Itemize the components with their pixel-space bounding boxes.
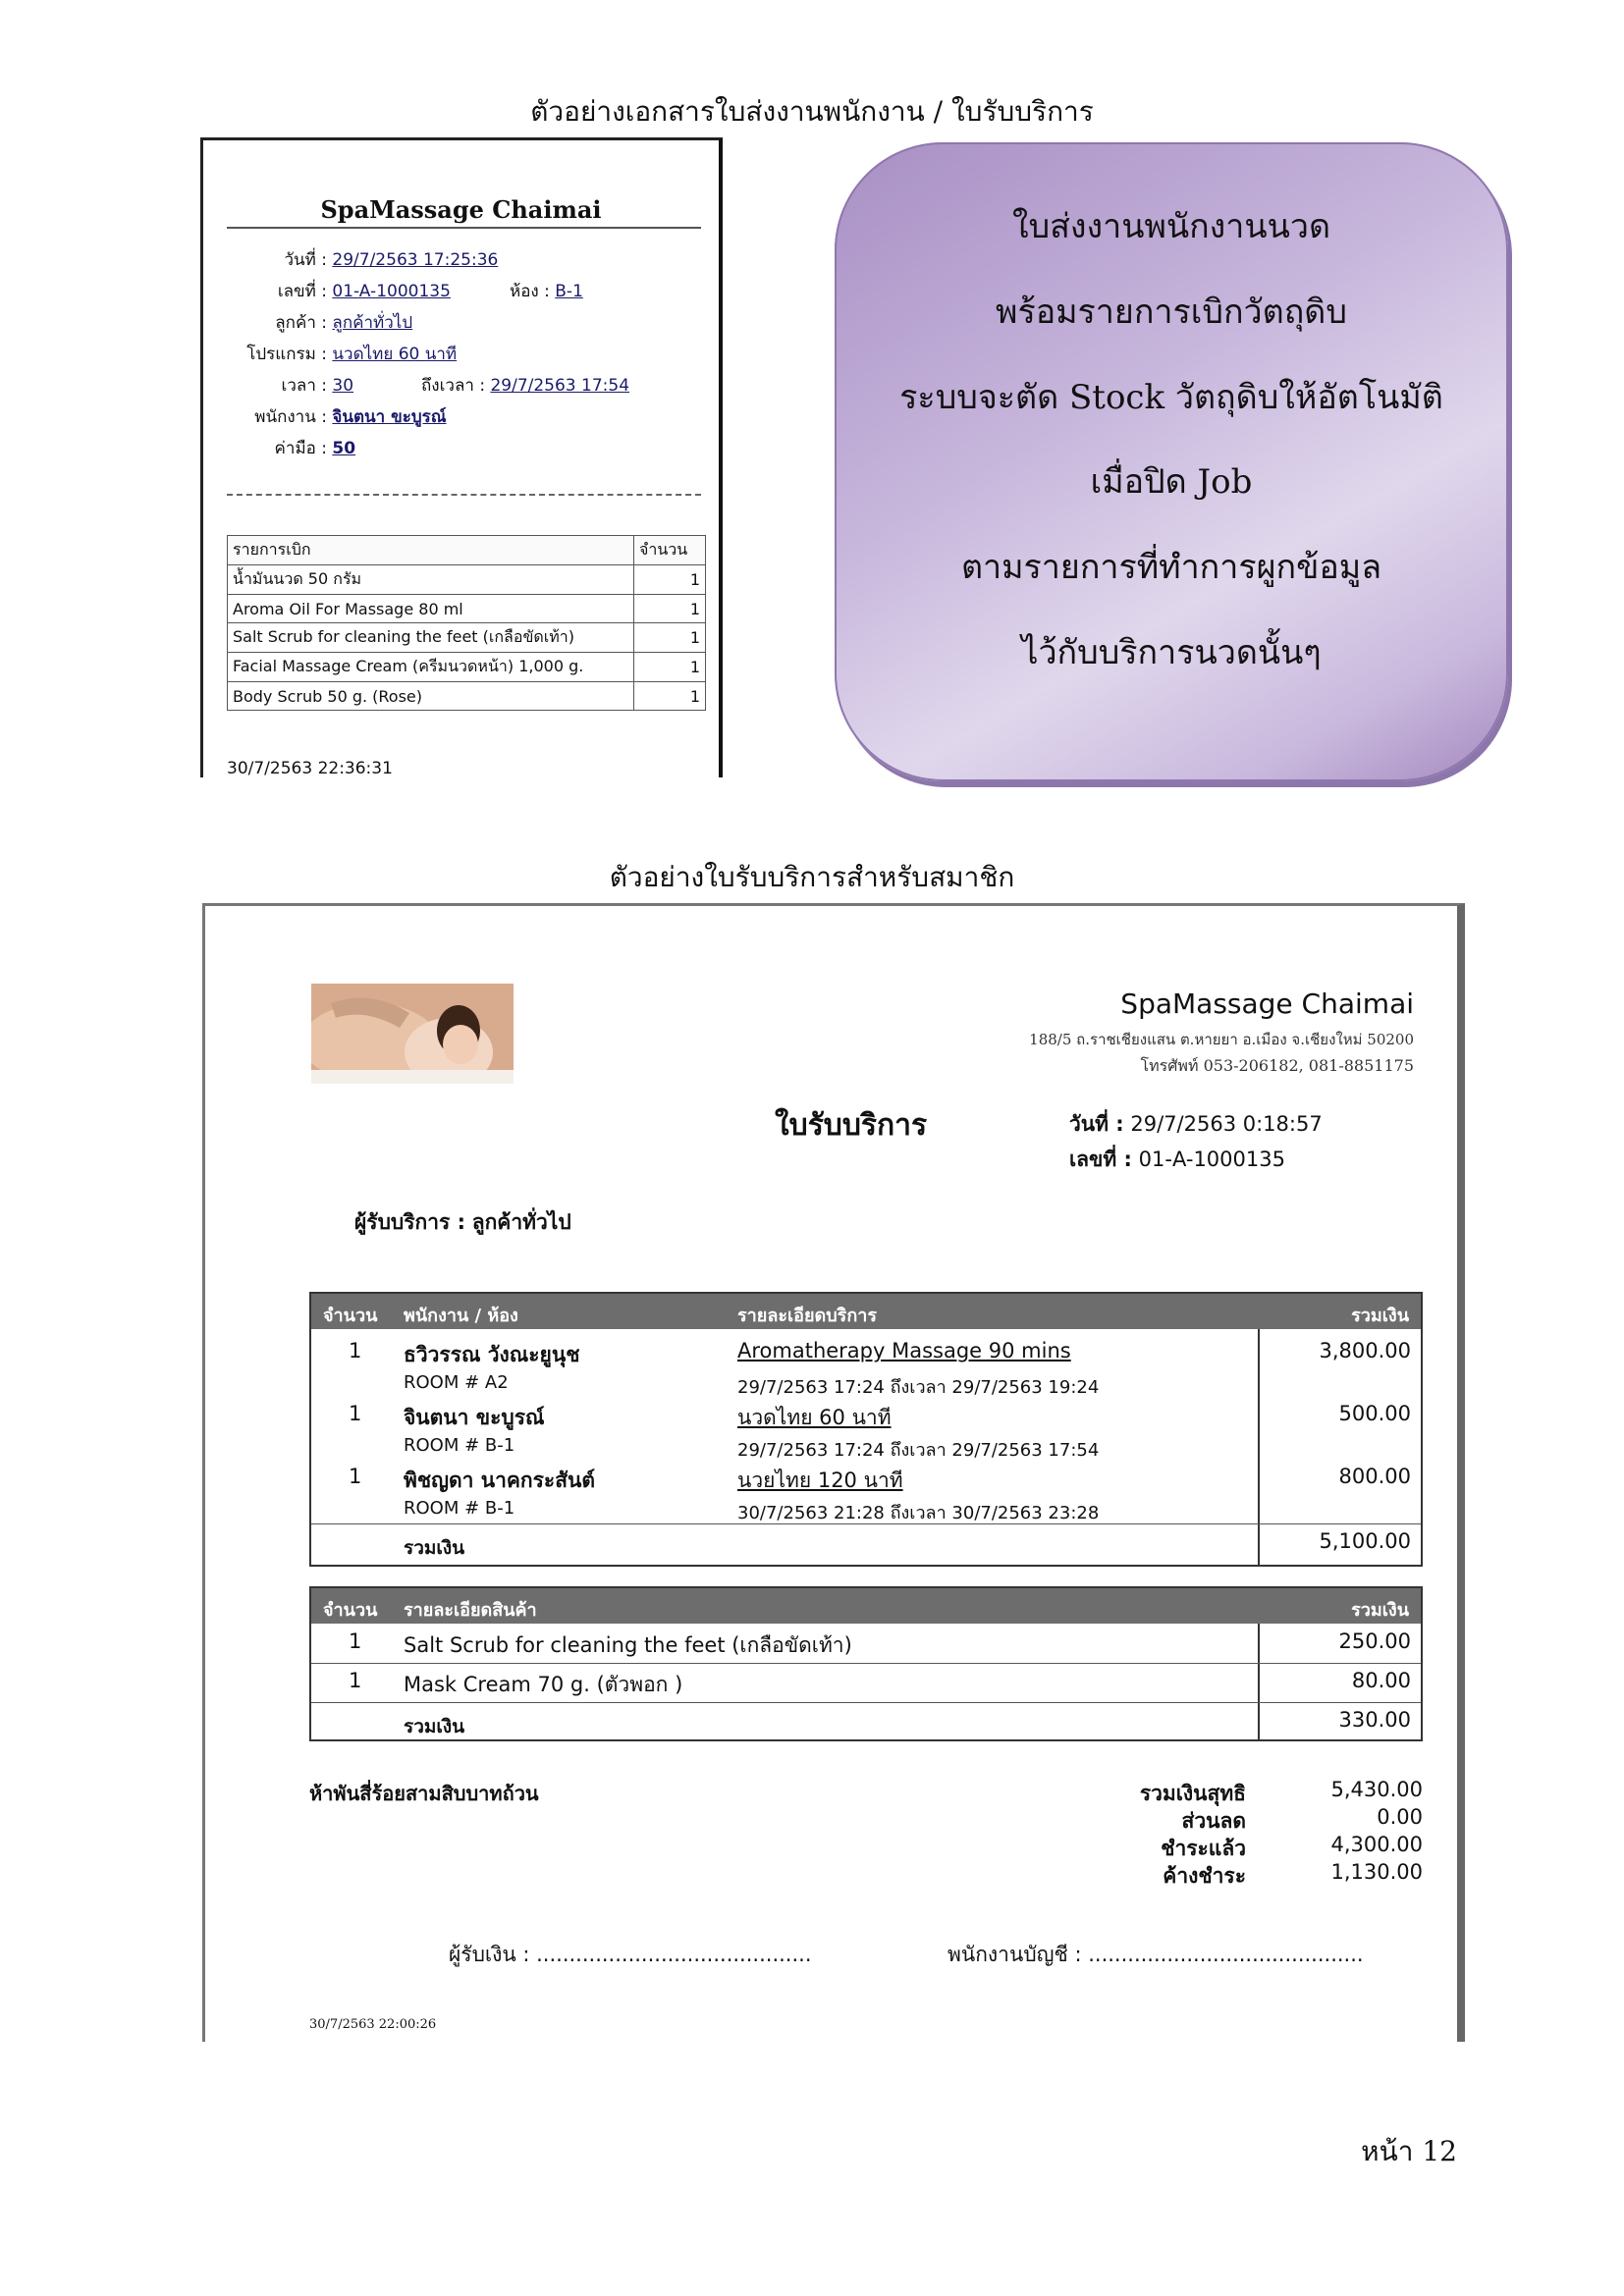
service-receipt — [202, 903, 1465, 2042]
receipt-printed-at: 30/7/2563 22:00:26 — [309, 2017, 437, 2032]
date-value: 29/7/2563 0:18:57 — [1130, 1112, 1323, 1136]
service-staff: จินตนา ขะบูรณ์ — [404, 1406, 545, 1429]
receipt-address: 188/5 ถ.ราชเชียงแสน ต.หายยา อ.เมือง จ.เชียงใหม่ 50200 — [1029, 1031, 1414, 1048]
feature-callout — [835, 142, 1508, 781]
job-slip-shop-name: SpaMassage Chaimai — [320, 195, 602, 224]
column-header-qty: จำนวน — [323, 1600, 378, 1621]
column-header-total: รวมเงิน — [1351, 1306, 1409, 1326]
column-header-item: รายการเบิก — [228, 536, 634, 565]
column-header-staff: พนักงาน / ห้อง — [404, 1306, 518, 1326]
job-slip-fee — [203, 435, 355, 461]
service-amount: 3,800.00 — [1319, 1339, 1411, 1362]
receipt-number — [1069, 1144, 1285, 1176]
receiver-signature-line: ผู้รับเงิน : .......................................... — [449, 1943, 812, 1966]
service-time: 29/7/2563 17:24 ถึงเวลา 29/7/2563 19:24 — [737, 1377, 1100, 1398]
service-staff: พิชญดา นาคกระสันต์ — [404, 1468, 596, 1492]
time-value: 30 — [332, 376, 354, 396]
item-qty: 1 — [634, 595, 706, 623]
time-label: เวลา : — [281, 376, 327, 396]
column-divider — [1258, 1624, 1260, 1739]
customer-label: ลูกค้า : — [275, 313, 327, 333]
item-name: Aroma Oil For Massage 80 ml — [228, 595, 634, 623]
program-label: โปรแกรม : — [246, 345, 327, 364]
summary-paid-value: 4,300.00 — [1330, 1833, 1423, 1856]
table-row — [228, 565, 706, 595]
fee-value: 50 — [332, 439, 356, 458]
customer-value: ลูกค้าทั่วไป — [471, 1210, 571, 1234]
column-header-total: รวมเงิน — [1351, 1600, 1409, 1621]
service-staff: ธวิวรรณ วังณะยูนุช — [404, 1343, 580, 1366]
no-label: เลขที่ : — [277, 282, 327, 301]
receipt-shop-name: SpaMassage Chaimai — [1120, 988, 1414, 1020]
service-qty: 1 — [349, 1339, 362, 1362]
amount-in-words: ห้าพันสี่ร้อยสามสิบบาทถ้วน — [309, 1782, 539, 1805]
table-row — [228, 653, 706, 682]
products-table-header — [311, 1588, 1421, 1624]
staff-value: จินตนา ขะบูรณ์ — [332, 407, 447, 427]
job-slip-program — [203, 341, 457, 367]
summary-net-value: 5,430.00 — [1330, 1778, 1423, 1801]
receipt-title: ใบรับบริการ — [775, 1108, 928, 1143]
column-header-qty: จำนวน — [634, 536, 706, 565]
job-slip-items-table — [227, 535, 706, 711]
item-qty: 1 — [634, 565, 706, 595]
job-slip-time — [203, 372, 353, 399]
product-name: Mask Cream 70 g. (ตัวพอก ) — [404, 1673, 683, 1696]
product-name: Salt Scrub for cleaning the feet (เกลือขัดเท้า) — [404, 1633, 852, 1657]
products-total-label: รวมเงิน — [404, 1716, 465, 1737]
table-row — [228, 682, 706, 711]
callout-line: ไว้กับบริการนวดนั้นๆ — [1021, 633, 1322, 672]
no-label: เลขที่ : — [1069, 1148, 1132, 1171]
until-value: 29/7/2563 17:54 — [490, 376, 630, 396]
services-table-header — [311, 1294, 1421, 1329]
item-qty: 1 — [634, 653, 706, 682]
summary-discount-label: ส่วนลด — [1181, 1809, 1246, 1833]
service-name: นวดไทย 60 นาที — [737, 1406, 892, 1429]
item-name: Facial Massage Cream (ครีมนวดหน้า) 1,000 g. — [228, 653, 634, 682]
callout-line: เมื่อปิด Job — [1090, 462, 1253, 502]
receipt-customer — [354, 1206, 571, 1239]
callout-line: ระบบจะตัด Stock วัตถุดิบให้อัตโนมัติ — [899, 378, 1443, 417]
job-slip-staff — [203, 403, 447, 430]
service-name: Aromatherapy Massage 90 mins — [737, 1339, 1071, 1362]
page-number: หน้า 12 — [1361, 2135, 1457, 2167]
customer-label: ผู้รับบริการ : — [354, 1210, 466, 1234]
row-divider — [311, 1663, 1421, 1664]
service-amount: 800.00 — [1338, 1465, 1411, 1488]
column-header-detail: รายละเอียดสินค้า — [404, 1600, 537, 1621]
service-time: 29/7/2563 17:24 ถึงเวลา 29/7/2563 17:54 — [737, 1440, 1100, 1461]
date-label: วันที่ : — [284, 250, 327, 270]
job-slip-printed-at: 30/7/2563 22:36:31 — [227, 759, 393, 778]
service-qty: 1 — [349, 1402, 362, 1425]
callout-line: ตามรายการที่ทำการผูกข้อมูล — [960, 548, 1382, 587]
receipt-phone: โทรศัพท์ 053-206182, 081-8851175 — [1140, 1056, 1414, 1075]
job-slip-date — [203, 246, 498, 273]
no-value: 01-A-1000135 — [332, 282, 451, 301]
spa-massage-photo — [311, 984, 514, 1084]
table-row — [228, 595, 706, 623]
section-title-job-slip: ตัวอย่างเอกสารใบส่งงานพนักงาน / ใบรับบริการ — [530, 95, 1094, 128]
item-qty: 1 — [634, 682, 706, 711]
section-title-receipt: ตัวอย่างใบรับบริการสำหรับสมาชิก — [609, 861, 1015, 893]
service-room: ROOM # A2 — [404, 1372, 509, 1393]
accountant-signature-line: พนักงานบัญชี : .......................................... — [947, 1943, 1364, 1966]
job-slip-until — [421, 372, 629, 399]
services-table — [309, 1292, 1423, 1567]
product-qty: 1 — [349, 1629, 362, 1653]
summary-outstanding-value: 1,130.00 — [1330, 1860, 1423, 1884]
product-amount: 250.00 — [1338, 1629, 1411, 1653]
service-time: 30/7/2563 21:28 ถึงเวลา 30/7/2563 23:28 — [737, 1503, 1100, 1523]
no-value: 01-A-1000135 — [1138, 1148, 1285, 1171]
services-total-label: รวมเงิน — [404, 1537, 465, 1559]
item-name: Body Scrub 50 g. (Rose) — [228, 682, 634, 711]
job-slip-customer — [203, 309, 412, 336]
until-label: ถึงเวลา : — [421, 376, 486, 396]
column-header-detail: รายละเอียดบริการ — [737, 1306, 877, 1326]
service-qty: 1 — [349, 1465, 362, 1488]
products-table — [309, 1586, 1423, 1741]
divider — [227, 227, 701, 229]
room-label: ห้อง : — [510, 282, 550, 301]
service-name: นวยไทย 120 นาที — [737, 1468, 903, 1492]
service-amount: 500.00 — [1338, 1402, 1411, 1425]
item-name: น้ำมันนวด 50 กรัม — [228, 565, 634, 595]
summary-net-label: รวมเงินสุทธิ — [1139, 1782, 1246, 1805]
item-name: Salt Scrub for cleaning the feet (เกลือขัดเท้า) — [228, 623, 634, 653]
job-slip-number — [203, 278, 451, 304]
summary-discount-value: 0.00 — [1377, 1805, 1423, 1829]
column-header-qty: จำนวน — [323, 1306, 378, 1326]
customer-value: ลูกค้าทั่วไป — [332, 313, 413, 333]
product-amount: 80.00 — [1351, 1669, 1411, 1692]
dashed-divider — [227, 494, 701, 496]
row-divider — [311, 1702, 1421, 1703]
receipt-date — [1069, 1108, 1323, 1141]
fee-label: ค่ามือ : — [274, 439, 327, 458]
table-row — [228, 623, 706, 653]
program-value: นวดไทย 60 นาที — [332, 345, 458, 364]
service-room: ROOM # B-1 — [404, 1498, 515, 1519]
summary-outstanding-label: ค้างชำระ — [1163, 1864, 1246, 1888]
summary-paid-label: ชำระแล้ว — [1161, 1837, 1246, 1860]
job-slip-room — [510, 278, 583, 304]
column-divider — [1258, 1329, 1260, 1565]
callout-line: ใบส่งงานพนักงานนวด — [1011, 207, 1331, 246]
services-total: 5,100.00 — [1319, 1529, 1411, 1553]
product-qty: 1 — [349, 1669, 362, 1692]
item-qty: 1 — [634, 623, 706, 653]
callout-line: พร้อมรายการเบิกวัตถุดิบ — [996, 293, 1347, 332]
staff-label: พนักงาน : — [254, 407, 327, 427]
date-label: วันที่ : — [1069, 1112, 1124, 1136]
room-value: B-1 — [555, 282, 583, 301]
date-value: 29/7/2563 17:25:36 — [332, 250, 499, 270]
products-total: 330.00 — [1338, 1708, 1411, 1732]
service-room: ROOM # B-1 — [404, 1435, 515, 1456]
job-slip — [200, 137, 723, 777]
